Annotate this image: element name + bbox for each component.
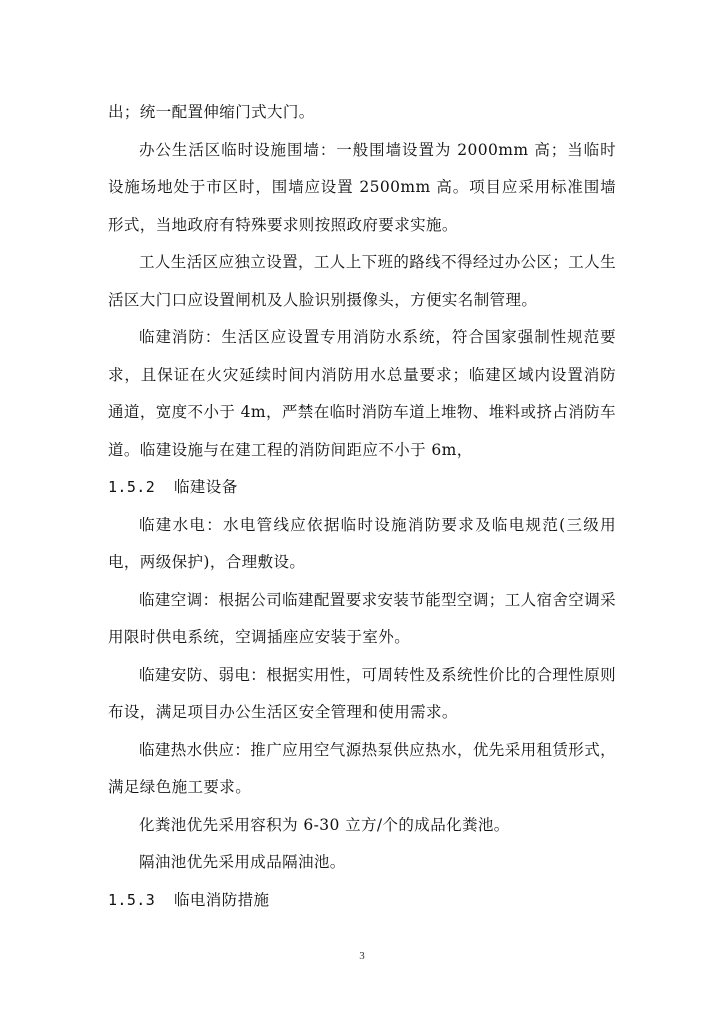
section-title: 临电消防措施 xyxy=(174,890,270,909)
paragraph-water-electric: 临建水电：水电管线应依据临时设施消防要求及临电规范(三级用电，两级保护)，合理敷设。 xyxy=(108,515,616,571)
page-body xyxy=(108,94,616,919)
paragraph-fire-protection: 临建消防：生活区应设置专用消防水系统，符合国家强制性规范要求，且保证在火灾延续时间内消防用水总量要求；临建区域内设置消防通道，宽度不小于 4m，严禁在临时消防车道上堆物、堆料或挤占消防车道。临建设施与在建工程的消防间距应不小于 6m， xyxy=(108,328,616,459)
page-number: 3 xyxy=(359,950,365,962)
paragraph-office-wall: 办公生活区临时设施围墙：一般围墙设置为 2000mm 高；当临时设施场地处于市区时，围墙应设置 2500mm 高。项目应采用标准围墙形式，当地政府有特殊要求则按照政府要求实施。 xyxy=(108,140,616,234)
paragraph-air-conditioning: 临建空调：根据公司临建配置要求安装节能型空调；工人宿舍空调采用限时供电系统，空调插座应安装于室外。 xyxy=(108,590,617,646)
section-number: 1.5.3 xyxy=(108,890,156,909)
section-number: 1.5.2 xyxy=(108,478,156,496)
paragraph-continuation: 出；统一配置伸缩门式大门。 xyxy=(108,103,315,121)
section-heading-1-5-3 xyxy=(108,882,616,920)
section-title: 临建设备 xyxy=(174,478,238,496)
paragraph-grease-trap: 隔油池优先采用成品隔油池。 xyxy=(139,853,346,871)
paragraph-septic-tank: 化粪池优先采用容积为 6-30 立方/个的成品化粪池。 xyxy=(139,815,510,834)
paragraph-security-weak-current: 临建安防、弱电：根据实用性，可周转性及系统性价比的合理性原则布设，满足项目办公生活区安全管理和使用需求。 xyxy=(108,665,617,721)
paragraph-hot-water: 临建热水供应：推广应用空气源热泵供应热水，优先采用租赁形式，满足绿色施工要求。 xyxy=(108,740,617,796)
paragraph-worker-living-area: 工人生活区应独立设置，工人上下班的路线不得经过办公区；工人生活区大门口应设置闸机及人脸识别摄像头，方便实名制管理。 xyxy=(108,253,617,309)
section-heading-1-5-2 xyxy=(108,469,616,507)
